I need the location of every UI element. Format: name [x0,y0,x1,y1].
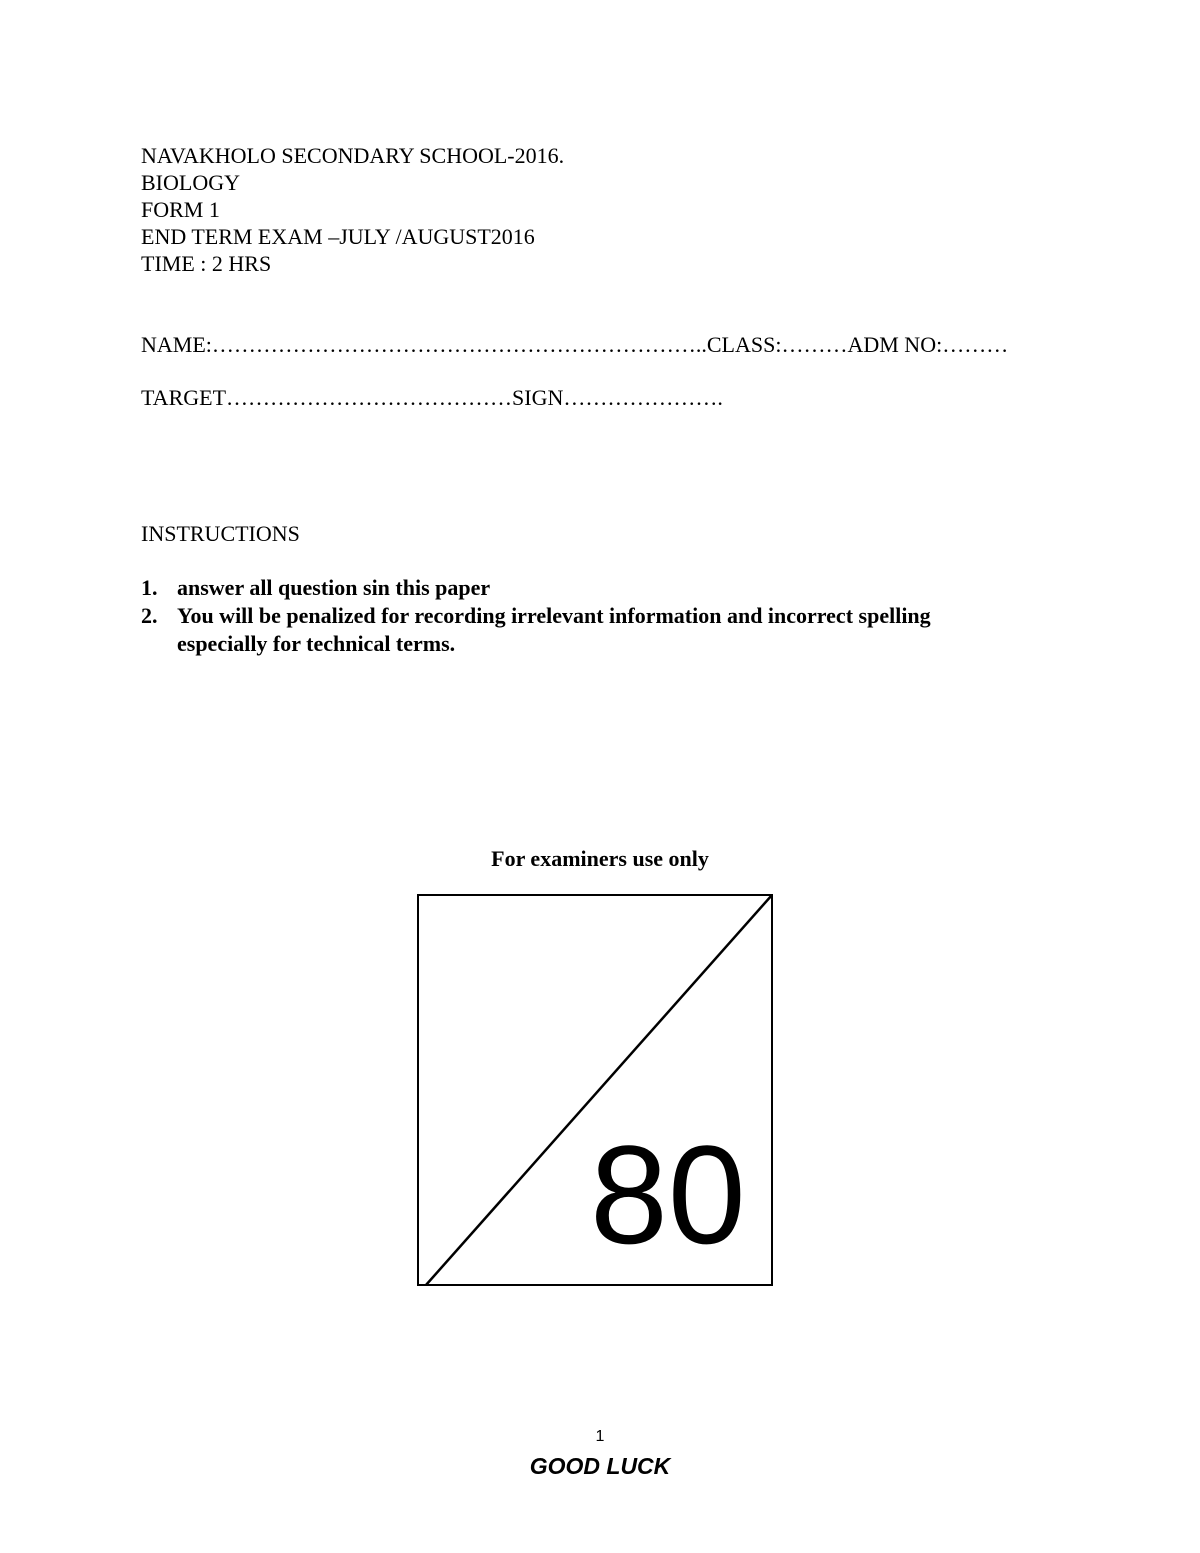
student-details-line: NAME:…………………………………………………………..CLASS:………ADM NO:……… [141,332,1009,357]
exam-duration: TIME : 2 HRS [141,251,272,276]
instruction-text: You will be penalized for recording irrelevant information and incorrect spelling especially for technical terms. [177,603,931,656]
score-total: 80 [590,1116,746,1273]
instruction-number: 2. [141,603,158,628]
target-sign-line: TARGET…………………………………SIGN…………………. [141,385,723,410]
instructions-list [141,574,1021,658]
good-luck-footer: GOOD LUCK [529,1453,671,1479]
instruction-text: answer all question sin this paper [177,575,491,600]
exam-header [141,142,564,277]
exam-title: END TERM EXAM –JULY /AUGUST2016 [141,224,535,249]
examiners-use-label: For examiners use only [491,846,709,871]
instructions-heading: INSTRUCTIONS [141,521,300,546]
instruction-item [141,574,1021,602]
school-name: NAVAKHOLO SECONDARY SCHOOL-2016. [141,143,565,168]
form-level: FORM 1 [141,197,220,222]
subject: BIOLOGY [141,170,240,195]
instruction-item [141,602,1021,658]
instruction-number: 1. [141,575,158,600]
page-number: 1 [595,1428,605,1445]
